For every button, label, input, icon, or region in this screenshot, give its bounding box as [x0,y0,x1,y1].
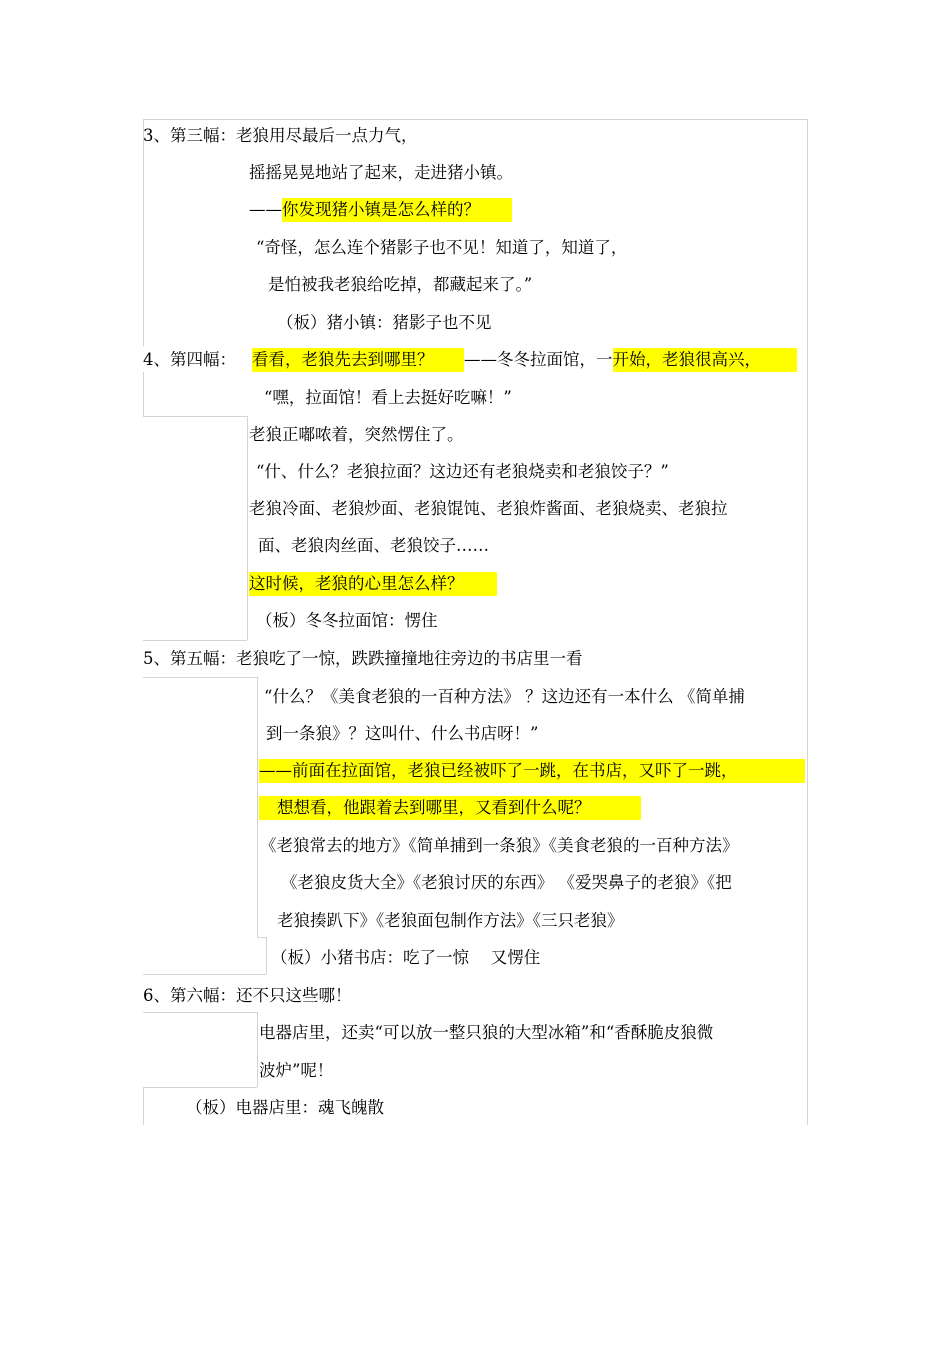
highlighted-text: 开始，老狼很高兴， [613,348,797,372]
table-rule [257,677,258,937]
board-note: （板）电器店里：魂飞魄散 [186,1098,384,1117]
table-rule [143,416,247,417]
table-rule [257,1012,258,1087]
table-border-top [143,119,807,120]
highlighted-question: 想想看，他跟着去到哪里，又看到什么呢？ [259,796,641,820]
table-rule [143,974,266,975]
section5-line: “什么？《美食老狼的一百种方法》 ？这边还有一本什么 《简单捕 [264,687,745,706]
board-note: （板）冬冬拉面馆：愣住 [256,611,438,630]
table-rule [143,640,247,641]
section6-line: 波炉”呢！ [259,1061,334,1080]
highlighted-question: 你发现猪小镇是怎么样的？ [282,198,512,222]
section4-label: 4、第四幅： [143,350,236,369]
section3-line: 是怕被我老狼给吃掉，都藏起来了。” [268,275,533,294]
dash: —— [249,200,282,219]
section4-line: 老狼正嘟哝着，突然愣住了。 [249,425,464,444]
section3-question-line [249,198,512,222]
section5-line: 到一条狼》？这叫什、什么书店呀！” [266,724,539,743]
board-note: （板）猪小镇：猪影子也不见 [277,313,492,332]
highlighted-question: 看看，老狼先去到哪里？ [252,348,464,372]
section5-highlight-line [259,796,641,820]
table-rule [143,1087,257,1088]
section4-line: 老狼冷面、老狼炒面、老狼馄饨、老狼炸酱面、老狼烧卖、老狼拉 [249,499,728,518]
section4-heading [143,348,797,372]
table-border-left [143,119,144,346]
table-border-left [143,372,144,416]
section3-line: 摇摇晃晃地站了起来，走进猪小镇。 [249,163,513,182]
section5-heading: 5、第五幅：老狼吃了一惊，跌跌撞撞地往旁边的书店里一看 [143,649,583,668]
book-titles-line: 《老狼常去的地方》《简单捕到一条狼》《美食老狼的一百种方法》 [260,836,739,855]
section4-line: “嘿，拉面馆！看上去挺好吃嘛！” [264,388,512,407]
table-rule [266,937,267,974]
section6-heading: 6、第六幅：还不只这些哪！ [143,986,352,1005]
section4-question-line [249,572,497,596]
table-rule [247,416,248,640]
book-titles-line: 老狼揍趴下》《老狼面包制作方法》《三只老狼》 [277,911,624,930]
board-note: （板）小猪书店：吃了一惊 又愣住 [271,948,541,967]
section3-line: “奇怪，怎么连个猪影子也不见！知道了，知道了， [256,238,628,257]
section4-line: “什、什么？老狼拉面？这边还有老狼烧卖和老狼饺子？” [256,462,669,481]
section3-heading: 3、第三幅：老狼用尽最后一点力气， [143,126,418,145]
table-border-left [143,1087,144,1125]
section6-line: 电器店里，还卖“可以放一整只狼的大型冰箱”和“香酥脆皮狼微 [259,1023,714,1042]
table-rule [143,1012,257,1013]
section4-line: 面、老狼肉丝面、老狼饺子…… [258,536,489,555]
section4-text: ——冬冬拉面馆，一 [464,350,613,369]
table-rule [143,677,257,678]
highlighted-text: ——前面在拉面馆，老狼已经被吓了一跳，在书店，又吓了一跳， [259,759,805,783]
book-titles-line: 《老狼皮货大全》《老狼讨厌的东西》 《爱哭鼻子的老狼》《把 [281,873,732,892]
table-border-right [807,119,808,1125]
section5-highlight-line [259,759,805,783]
highlighted-question: 这时候，老狼的心里怎么样？ [249,572,497,596]
